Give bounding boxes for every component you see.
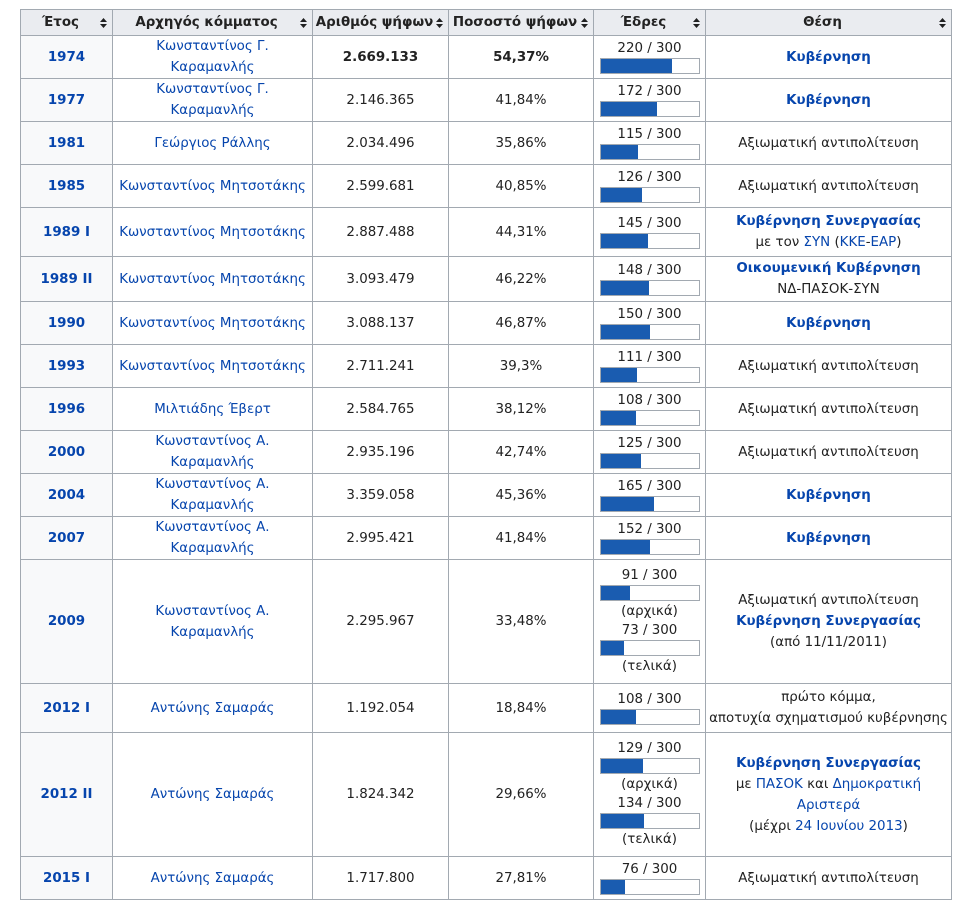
leader-cell: [113, 431, 313, 474]
table-row: [21, 165, 952, 208]
seat-block: [600, 262, 700, 298]
percent-cell: 29,66%: [449, 733, 594, 857]
seat-bar: [600, 496, 700, 512]
header-position[interactable]: [706, 10, 952, 36]
seat-count: 115 / 300: [617, 127, 682, 142]
header-label: Έδρες: [620, 15, 667, 30]
table-row: [21, 560, 952, 684]
seat-bar-fill: [601, 497, 655, 511]
seat-bar-fill: [601, 586, 631, 600]
position-line: [708, 232, 949, 253]
seat-bar: [600, 233, 700, 249]
seat-bar-fill: [601, 368, 637, 382]
seats-cell: [594, 36, 706, 79]
seat-count: 108 / 300: [617, 692, 682, 707]
leader-cell: [113, 733, 313, 857]
percent-cell: 38,12%: [449, 388, 594, 431]
table-body: [21, 36, 952, 900]
seat-bar: [600, 813, 700, 829]
party-link[interactable]: ΚΚΕ: [839, 235, 866, 250]
seat-bar-fill: [601, 540, 651, 554]
government-link[interactable]: Κυβέρνηση: [786, 530, 871, 546]
seats-cell: [594, 560, 706, 684]
seats-cell: [594, 431, 706, 474]
position-line: (από 11/11/2011): [770, 635, 887, 650]
leader-cell: [113, 208, 313, 257]
government-link[interactable]: Κυβέρνηση Συνεργασίας: [736, 614, 921, 629]
party-link[interactable]: ΕΑΡ: [870, 235, 897, 250]
leader-cell: [113, 560, 313, 684]
position-cell: [706, 302, 952, 345]
votes-cell: 2.995.421: [313, 517, 449, 560]
seat-bar-fill: [601, 710, 636, 724]
votes-cell: 2.669.133: [313, 36, 449, 79]
leader-cell: [113, 302, 313, 345]
seat-bar-fill: [601, 411, 636, 425]
percent-cell: 35,86%: [449, 122, 594, 165]
percent-cell: 42,74%: [449, 431, 594, 474]
seat-bar-fill: [601, 454, 642, 468]
party-link[interactable]: ΣΥΝ: [803, 235, 831, 250]
percent-cell: 45,36%: [449, 474, 594, 517]
party-link[interactable]: 24 Ιουνίου 2013: [795, 818, 903, 834]
seat-bar: [600, 101, 700, 117]
percent-cell: 18,84%: [449, 684, 594, 733]
seats-cell: [594, 257, 706, 302]
seat-count: 111 / 300: [617, 350, 682, 365]
seats-cell: [594, 388, 706, 431]
sort-icon: [693, 18, 700, 28]
leader-link[interactable]: Αντώνης Σαμαράς: [150, 870, 275, 886]
sort-icon: [300, 18, 307, 28]
seat-count: 129 / 300: [617, 740, 682, 756]
seat-count: 172 / 300: [617, 84, 682, 99]
header-row: [21, 10, 952, 36]
seat-note: (αρχικά): [621, 776, 678, 792]
seat-block: [600, 795, 700, 849]
seat-count: 165 / 300: [617, 479, 682, 494]
seat-block: [600, 392, 700, 428]
seat-count: 145 / 300: [617, 216, 682, 231]
year-cell[interactable]: 1989 II: [21, 257, 113, 302]
seat-bar-fill: [601, 814, 645, 828]
leader-link[interactable]: Κωνσταντίνος Α. Καραμανλής: [155, 477, 270, 513]
table-row: [21, 345, 952, 388]
year-cell[interactable]: 2009: [21, 560, 113, 684]
seat-bar-fill: [601, 145, 639, 159]
position-cell: [706, 257, 952, 302]
position-cell: [706, 431, 952, 474]
position-text: με τον: [755, 235, 804, 250]
seat-bar: [600, 709, 700, 725]
votes-cell: 1.717.800: [313, 857, 449, 900]
sort-icon: [581, 18, 588, 28]
year-cell[interactable]: 2012 II: [21, 733, 113, 857]
position-line: Αξιωματική αντιπολίτευση: [738, 593, 919, 608]
seat-count: 91 / 300: [621, 567, 678, 583]
leader-cell: [113, 684, 313, 733]
seat-count: 108 / 300: [617, 393, 682, 408]
year-cell[interactable]: 2012 I: [21, 684, 113, 733]
seat-bar: [600, 453, 700, 469]
votes-cell: 3.088.137: [313, 302, 449, 345]
votes-cell: 1.824.342: [313, 733, 449, 857]
seat-bar: [600, 758, 700, 774]
leader-link[interactable]: Γεώργιος Ράλλης: [154, 135, 271, 151]
table-row: [21, 857, 952, 900]
seat-bar: [600, 367, 700, 383]
seat-bar: [600, 585, 700, 601]
position-line: πρώτο κόμμα,: [781, 690, 876, 705]
header-leader[interactable]: [113, 10, 313, 36]
position-text: -: [865, 235, 871, 250]
year-cell[interactable]: 1996: [21, 388, 113, 431]
year-cell[interactable]: 1977: [21, 79, 113, 122]
position-cell: [706, 208, 952, 257]
year-cell[interactable]: 2007: [21, 517, 113, 560]
votes-cell: 2.599.681: [313, 165, 449, 208]
table-row: [21, 474, 952, 517]
leader-cell: [113, 79, 313, 122]
seat-bar: [600, 539, 700, 555]
position-text: (μέχρι: [749, 818, 796, 834]
header-percent[interactable]: [449, 10, 594, 36]
leader-link[interactable]: Κωνσταντίνος Μητσοτάκης: [119, 358, 306, 374]
votes-cell: 2.146.365: [313, 79, 449, 122]
government-link[interactable]: Οικουμενική Κυβέρνηση: [736, 261, 921, 276]
header-label: Έτος: [41, 15, 79, 30]
percent-cell: 39,3%: [449, 345, 594, 388]
seats-cell: [594, 684, 706, 733]
party-link[interactable]: ΠΑΣΟΚ: [755, 776, 803, 792]
position-line: ΝΔ-ΠΑΣΟΚ-ΣΥΝ: [777, 282, 880, 297]
seat-block: [600, 691, 700, 727]
position-cell: [706, 560, 952, 684]
header-seats[interactable]: [594, 10, 706, 36]
position-cell: [706, 857, 952, 900]
seat-bar: [600, 879, 700, 895]
votes-cell: 2.711.241: [313, 345, 449, 388]
percent-cell: 40,85%: [449, 165, 594, 208]
table-row: [21, 302, 952, 345]
seat-block: [600, 567, 700, 621]
seats-cell: [594, 517, 706, 560]
seat-block: [600, 740, 700, 794]
seat-bar-fill: [601, 325, 650, 339]
leader-cell: [113, 474, 313, 517]
header-votes[interactable]: [313, 10, 449, 36]
seat-block: [600, 83, 700, 119]
leader-cell: [113, 122, 313, 165]
seat-block: [600, 306, 700, 342]
position-cell: [706, 474, 952, 517]
percent-cell: 41,84%: [449, 517, 594, 560]
leader-link[interactable]: Κωνσταντίνος Γ. Καραμανλής: [156, 82, 269, 118]
government-link[interactable]: Κυβέρνηση Συνεργασίας: [736, 755, 921, 771]
seats-cell: [594, 345, 706, 388]
leader-cell: [113, 517, 313, 560]
leader-link[interactable]: Κωνσταντίνος Α. Καραμανλής: [155, 603, 270, 640]
seat-bar: [600, 187, 700, 203]
seat-bar-fill: [601, 880, 626, 894]
seat-block: [600, 478, 700, 514]
leader-cell: [113, 257, 313, 302]
position-line: Αξιωματική αντιπολίτευση: [738, 135, 919, 151]
votes-cell: 3.359.058: [313, 474, 449, 517]
leader-cell: [113, 36, 313, 79]
sort-icon: [436, 18, 443, 28]
position-cell: [706, 684, 952, 733]
position-text: ): [902, 818, 908, 834]
table-row: [21, 388, 952, 431]
position-line: [708, 816, 949, 837]
seat-block: [600, 169, 700, 205]
percent-cell: 33,48%: [449, 560, 594, 684]
seat-count: 150 / 300: [617, 307, 682, 322]
government-link[interactable]: Κυβέρνηση: [786, 315, 871, 331]
position-cell: [706, 733, 952, 857]
year-cell[interactable]: 1985: [21, 165, 113, 208]
seat-block: [600, 521, 700, 557]
seats-cell: [594, 733, 706, 857]
seat-bar-fill: [601, 641, 625, 655]
position-line: Αξιωματική αντιπολίτευση: [738, 178, 919, 194]
table-row: [21, 36, 952, 79]
votes-cell: 2.887.488: [313, 208, 449, 257]
party-link[interactable]: Δημοκρατική Αριστερά: [796, 776, 922, 813]
seats-cell: [594, 208, 706, 257]
seat-block: [600, 349, 700, 385]
position-cell: [706, 79, 952, 122]
seat-bar: [600, 144, 700, 160]
position-text: (: [830, 235, 840, 250]
votes-cell: 1.192.054: [313, 684, 449, 733]
sort-icon: [100, 18, 107, 28]
leader-link[interactable]: Κωνσταντίνος Α. Καραμανλής: [155, 434, 270, 470]
percent-cell: 54,37%: [449, 36, 594, 79]
seats-cell: [594, 122, 706, 165]
leader-cell: [113, 857, 313, 900]
seat-note: (τελικά): [622, 658, 677, 674]
position-line: [708, 774, 949, 816]
percent-cell: 27,81%: [449, 857, 594, 900]
seats-cell: [594, 79, 706, 122]
seat-bar: [600, 410, 700, 426]
year-cell[interactable]: 1981: [21, 122, 113, 165]
position-line: Αξιωματική αντιπολίτευση: [738, 444, 919, 460]
votes-cell: 2.295.967: [313, 560, 449, 684]
seat-count: 73 / 300: [621, 622, 678, 638]
seat-count: 148 / 300: [617, 263, 682, 278]
seat-bar: [600, 324, 700, 340]
header-label: Θέση: [803, 15, 842, 30]
table-row: [21, 257, 952, 302]
year-cell[interactable]: 1989 I: [21, 208, 113, 257]
header-label: Αριθμός ψήφων: [315, 15, 434, 30]
leader-cell: [113, 345, 313, 388]
leader-cell: [113, 388, 313, 431]
leader-link[interactable]: Κωνσταντίνος Μητσοτάκης: [119, 224, 306, 240]
header-label: Αρχηγός κόμματος: [135, 15, 278, 30]
year-cell[interactable]: 2015 I: [21, 857, 113, 900]
position-text: ): [896, 235, 902, 250]
leader-link[interactable]: Αντώνης Σαμαράς: [150, 700, 275, 716]
leader-link[interactable]: Μιλτιάδης Έβερτ: [154, 401, 271, 417]
seats-cell: [594, 474, 706, 517]
seat-count: 152 / 300: [617, 522, 682, 537]
table-row: [21, 684, 952, 733]
table-row: [21, 733, 952, 857]
seat-bar-fill: [601, 234, 648, 248]
leader-cell: [113, 165, 313, 208]
seat-block: [600, 215, 700, 251]
government-link[interactable]: Κυβέρνηση Συνεργασίας: [736, 214, 921, 229]
votes-cell: 2.034.496: [313, 122, 449, 165]
percent-cell: 46,22%: [449, 257, 594, 302]
position-cell: [706, 36, 952, 79]
percent-cell: 46,87%: [449, 302, 594, 345]
seat-block: [600, 40, 700, 76]
votes-cell: 2.935.196: [313, 431, 449, 474]
leader-link[interactable]: Κωνσταντίνος Μητσοτάκης: [119, 178, 306, 194]
position-line: αποτυχία σχηματισμού κυβέρνησης: [709, 711, 948, 726]
table-row: [21, 79, 952, 122]
table-header: [21, 10, 952, 36]
year-cell[interactable]: 1990: [21, 302, 113, 345]
leader-link[interactable]: Κωνσταντίνος Μητσοτάκης: [119, 315, 306, 331]
seat-count: 134 / 300: [617, 795, 682, 811]
seat-count: 126 / 300: [617, 170, 682, 185]
seat-block: [600, 622, 700, 676]
table-row: [21, 431, 952, 474]
seat-bar: [600, 58, 700, 74]
year-cell[interactable]: 1993: [21, 345, 113, 388]
year-cell[interactable]: 1974: [21, 36, 113, 79]
government-link[interactable]: Κυβέρνηση: [786, 49, 871, 65]
seats-cell: [594, 165, 706, 208]
percent-cell: 44,31%: [449, 208, 594, 257]
position-text: και: [802, 776, 833, 792]
seat-bar-fill: [601, 281, 649, 295]
year-cell[interactable]: 2000: [21, 431, 113, 474]
votes-cell: 2.584.765: [313, 388, 449, 431]
seat-block: [600, 435, 700, 471]
seat-note: (αρχικά): [621, 603, 678, 619]
leader-link[interactable]: Αντώνης Σαμαράς: [150, 787, 275, 802]
election-results-table: [20, 9, 952, 900]
position-text: με: [735, 776, 756, 792]
sort-icon: [939, 18, 946, 28]
header-year[interactable]: [21, 10, 113, 36]
position-cell: [706, 388, 952, 431]
seats-cell: [594, 857, 706, 900]
seat-block: [600, 126, 700, 162]
leader-link[interactable]: Κωνσταντίνος Γ. Καραμανλής: [156, 39, 269, 75]
seat-bar: [600, 640, 700, 656]
position-line: Αξιωματική αντιπολίτευση: [738, 358, 919, 374]
position-cell: [706, 517, 952, 560]
seat-count: 125 / 300: [617, 436, 682, 451]
seat-bar: [600, 280, 700, 296]
seats-cell: [594, 302, 706, 345]
year-cell[interactable]: 2004: [21, 474, 113, 517]
position-cell: [706, 345, 952, 388]
seat-block: [600, 861, 700, 897]
votes-cell: 3.093.479: [313, 257, 449, 302]
position-cell: [706, 165, 952, 208]
seat-bar-fill: [601, 102, 657, 116]
seat-note: (τελικά): [622, 831, 677, 847]
seat-bar-fill: [601, 59, 673, 73]
seat-count: 76 / 300: [621, 862, 678, 877]
table-row: [21, 208, 952, 257]
position-line: Αξιωματική αντιπολίτευση: [738, 401, 919, 417]
header-label: Ποσοστό ψήφων: [452, 15, 578, 30]
table-row: [21, 517, 952, 560]
position-line: Αξιωματική αντιπολίτευση: [738, 870, 919, 886]
seat-count: 220 / 300: [617, 41, 682, 56]
leader-link[interactable]: Κωνσταντίνος Α. Καραμανλής: [155, 520, 270, 556]
seat-bar-fill: [601, 759, 643, 773]
seat-bar-fill: [601, 188, 642, 202]
government-link[interactable]: Κυβέρνηση: [786, 92, 871, 108]
percent-cell: 41,84%: [449, 79, 594, 122]
position-cell: [706, 122, 952, 165]
table-row: [21, 122, 952, 165]
leader-link[interactable]: Κωνσταντίνος Μητσοτάκης: [119, 271, 306, 287]
government-link[interactable]: Κυβέρνηση: [786, 487, 871, 503]
